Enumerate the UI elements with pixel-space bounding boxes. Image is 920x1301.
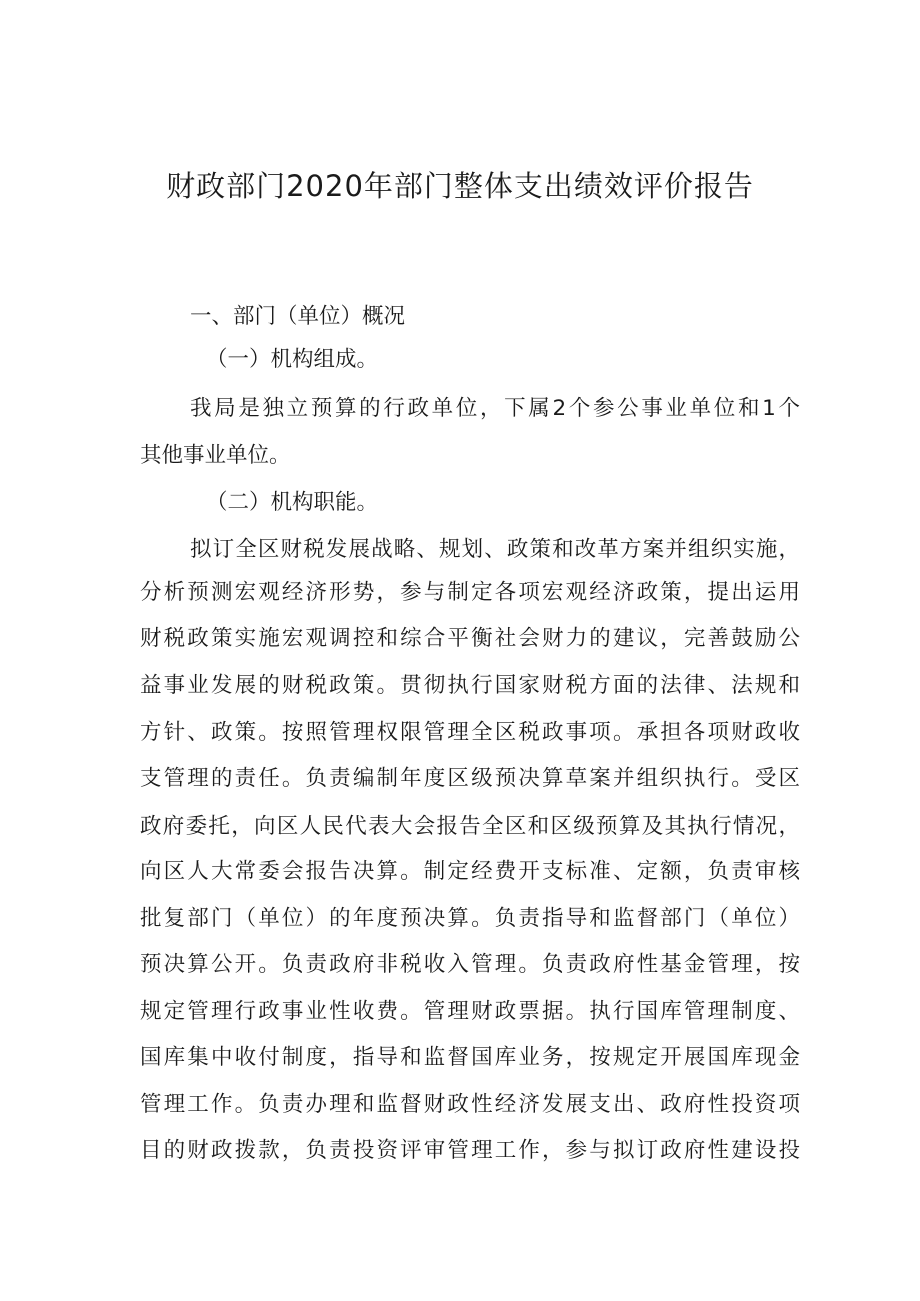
paragraph-line: 支管理的责任。负责编制年度区级预决算草案并组织执行。受区	[140, 766, 800, 791]
paragraph-line: 方针、政策。按照管理权限管理全区税政事项。承担各项财政收	[140, 720, 800, 745]
paragraph-line: 规定管理行政事业性收费。管理财政票据。执行国库管理制度、	[140, 999, 800, 1024]
subsection-heading: （一）机构组成。	[206, 347, 379, 372]
document-title: 财政部门2020年部门整体支出绩效评价报告	[166, 169, 754, 203]
paragraph-line: 财税政策实施宏观调控和综合平衡社会财力的建议，完善鼓励公	[140, 626, 800, 651]
paragraph-line: 拟订全区财税发展战略、规划、政策和改革方案并组织实施，	[190, 537, 800, 562]
paragraph-line: 其他事业单位。	[140, 443, 291, 468]
paragraph-line: 国库集中收付制度，指导和监督国库业务，按规定开展国库现金	[140, 1045, 800, 1070]
paragraph-line: 益事业发展的财税政策。贯彻执行国家财税方面的法律、法规和	[140, 673, 800, 698]
paragraph-line: 分析预测宏观经济形势，参与制定各项宏观经济政策，提出运用	[140, 580, 800, 605]
paragraph-line: 管理工作。负责办理和监督财政性经济发展支出、政府性投资项	[140, 1092, 800, 1117]
paragraph-line: 批复部门（单位）的年度预决算。负责指导和监督部门（单位）	[140, 906, 800, 931]
paragraph-line: 向区人大常委会报告决算。制定经费开支标准、定额，负责审核	[140, 859, 800, 884]
subsection-heading: （二）机构职能。	[206, 490, 379, 515]
paragraph-line: 目的财政拨款，负责投资评审管理工作，参与拟订政府性建设投	[140, 1138, 800, 1163]
paragraph-line: 预决算公开。负责政府非税收入管理。负责政府性基金管理，按	[140, 952, 800, 977]
paragraph-line: 我局是独立预算的行政单位，下属2个参公事业单位和1个	[190, 396, 800, 421]
section-heading: 一、部门（单位）概况	[190, 304, 406, 329]
paragraph-line: 政府委托，向区人民代表大会报告全区和区级预算及其执行情况，	[140, 814, 800, 839]
